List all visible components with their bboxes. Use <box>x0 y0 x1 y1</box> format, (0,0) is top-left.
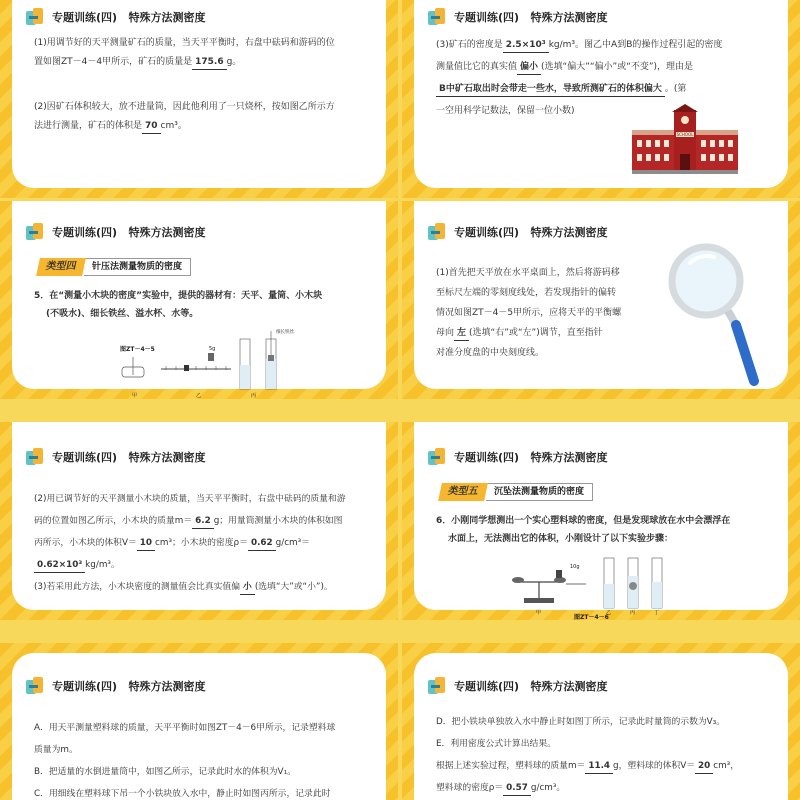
text-line: (1)首先把天平放在水平桌面上，然后将游码移 <box>436 268 620 278</box>
answer-blank: 0.62×10³ <box>34 558 85 573</box>
books-logo-icon <box>428 448 446 466</box>
text-line: 根据上述实验过程，塑料球的质量m＝ 11.4 g，塑料球的体积V＝ 20 cm³， <box>436 755 770 777</box>
answer-blank: 10 <box>137 536 155 551</box>
slide-6[interactable] <box>402 422 800 620</box>
figure-zt-4-6 <box>504 554 684 620</box>
text-line: 5．在“测量小木块的密度”实验中，提供的器材有：天平、量筒、小木块 <box>34 291 323 301</box>
text-line: (3)若采用此方法，小木块密度的测量值会比真实值偏 小 (选填“大”或“小”)。 <box>34 576 368 598</box>
content-card <box>414 201 788 389</box>
text-line: E．利用密度公式计算出结果。 <box>436 739 556 749</box>
answer-blank: 偏小 <box>517 60 541 75</box>
text-line: (1)用调节好的天平测量矿石的质量，当天平平衡时，右盘中砝码和游码的位 <box>34 38 335 48</box>
text-line: 母向 左 (选填“右”或“左”)调节，直至指针 <box>436 323 678 343</box>
answer-blank: 11.4 <box>585 759 613 774</box>
slide-header <box>428 6 608 28</box>
slide-5[interactable] <box>0 422 398 620</box>
magnifier-icon <box>664 239 760 389</box>
slide-header <box>26 675 206 697</box>
weight-label: 10g <box>570 564 580 570</box>
text-line: 水面上，无法测出它的体积，小刚设计了以下实验步骤： <box>448 534 674 544</box>
text-line: 置如图ZT－4－4甲所示，矿石的质量是 175.6 g。 <box>34 53 368 72</box>
content-card <box>12 422 386 610</box>
slide-header <box>428 675 608 697</box>
text-line: 塑料球的密度ρ＝ 0.57 g/cm³。 <box>436 777 770 799</box>
text-line: D．把小铁块单独放入水中静止时如图丁所示，记录此时量筒的示数为V₃。 <box>436 717 726 727</box>
text-line: 质量为m。 <box>34 745 78 755</box>
answer-blank: 0.57 <box>503 781 531 796</box>
question-text <box>34 34 368 136</box>
header-title: 专题训练(四) 特殊方法测密度 <box>52 226 206 239</box>
label-yi: 乙 <box>196 393 202 399</box>
wire-label: 细长铁丝 <box>276 330 294 335</box>
text-line: (2)用已调节好的天平测量小木块的质量，当天平平衡时，右盘中砝码的质量和游 <box>34 494 346 504</box>
text-line: 对准分度盘的中央刻度线。 <box>436 348 545 358</box>
slide-7[interactable] <box>0 643 398 800</box>
text-line: A．用天平测量塑料球的质量，天平平衡时如图ZT－4－6甲所示，记录塑料球 <box>34 723 336 733</box>
content-card <box>414 0 788 188</box>
books-logo-icon <box>428 8 446 26</box>
books-logo-icon <box>26 8 44 26</box>
question-text <box>436 512 770 548</box>
text-line: B中矿石取出时会带走一些水，导致所测矿石的体积偏大 。(第 <box>436 78 770 100</box>
header-title: 专题训练(四) 特殊方法测密度 <box>454 680 608 693</box>
question-text <box>34 488 368 598</box>
text-line: (2)因矿石体积较大，放不进量筒，因此他利用了一只烧杯，按如图乙所示方 <box>34 102 335 112</box>
label-ding: 丁 <box>654 610 660 616</box>
question-text <box>34 717 368 800</box>
slide-3[interactable] <box>0 201 398 399</box>
text-line: B．把适量的水倒进量筒中，如图乙所示，记录此时水的体积为V₁。 <box>34 767 296 777</box>
text-line: 法进行测量，矿石的体积是 70 cm³。 <box>34 117 368 136</box>
slide-4[interactable] <box>402 201 800 399</box>
answer-blank: B中矿石取出时会带走一些水，导致所测矿石的体积偏大 <box>436 82 665 97</box>
answer-blank: 0.62 <box>248 536 276 551</box>
slide-header <box>26 6 206 28</box>
text-line: 丙所示，小木块的体积V＝ 10 cm³；小木块的密度ρ＝ 0.62 g/cm³＝ <box>34 532 368 554</box>
books-logo-icon <box>428 677 446 695</box>
books-logo-icon <box>26 677 44 695</box>
header-title: 专题训练(四) 特殊方法测密度 <box>52 680 206 693</box>
label-jia: 甲 <box>132 393 138 399</box>
question-text <box>34 287 368 323</box>
slide-header <box>428 221 608 243</box>
text-line: 0.62×10³ kg/m³。 <box>34 554 368 576</box>
figure-caption: 图ZT－4－6 <box>574 614 609 620</box>
label-yi: 乙 <box>606 610 612 616</box>
answer-blank: 70 <box>142 119 161 134</box>
school-building-illustration <box>632 104 738 174</box>
content-card <box>12 201 386 399</box>
label-bing: 丙 <box>251 393 257 399</box>
header-title: 专题训练(四) 特殊方法测密度 <box>454 451 608 464</box>
type-tag-text: 针压法测量物质的密度 <box>84 258 191 276</box>
text-line: (不吸水)、细长铁丝、溢水杯、水等。 <box>46 309 199 319</box>
question-text <box>436 263 678 363</box>
weight-label: 5g <box>209 346 216 352</box>
building-sign: SCHOOL <box>676 132 694 137</box>
text-line: 测量值比它的真实值 偏小 (选填“偏大”“偏小”或“不变”)，理由是 <box>436 56 770 78</box>
answer-blank: 2.5×10³ <box>503 38 549 53</box>
slide-header <box>428 446 608 468</box>
answer-blank: 20 <box>695 759 713 774</box>
books-logo-icon <box>428 223 446 241</box>
type-tag-label: 类型四 <box>36 258 86 276</box>
text-line: (3)矿石的密度是 2.5×10³ kg/m³。图乙中A到B的操作过程引起的密度 <box>436 34 770 56</box>
label-bing: 丙 <box>630 610 636 616</box>
content-card <box>12 0 386 188</box>
header-title: 专题训练(四) 特殊方法测密度 <box>52 11 206 24</box>
label-jia: 甲 <box>536 610 542 616</box>
slide-header <box>26 446 206 468</box>
header-title: 专题训练(四) 特殊方法测密度 <box>52 451 206 464</box>
question-text <box>436 711 770 799</box>
type-tag <box>38 257 191 277</box>
text-line: 至标尺左端的零刻度线处，若发现指针的偏转 <box>436 288 617 298</box>
text-line: 情况如图ZT－4－5甲所示，应将天平的平衡螺 <box>436 308 622 318</box>
answer-blank: 6.2 <box>192 514 214 529</box>
type-tag-label: 类型五 <box>438 483 488 501</box>
slide-1[interactable] <box>0 0 398 198</box>
content-card <box>414 653 788 800</box>
text-line: 6．小刚同学想测出一个实心塑料球的密度，但是发现球放在水中会漂浮在 <box>436 516 731 526</box>
header-title: 专题训练(四) 特殊方法测密度 <box>454 11 608 24</box>
figure-zt-4-5 <box>116 329 296 399</box>
slide-8[interactable] <box>402 643 800 800</box>
answer-blank: 左 <box>454 326 469 341</box>
content-card <box>414 422 788 620</box>
books-logo-icon <box>26 448 44 466</box>
text-line: C．用细线在塑料球下吊一个小铁块放入水中，静止时如图丙所示，记录此时 <box>34 789 331 799</box>
text-line: 一空用科学记数法，保留一位小数) <box>436 106 575 116</box>
text-line: 码的位置如图乙所示，小木块的质量m＝ 6.2 g；用量筒测量小木块的体积如图 <box>34 510 368 532</box>
content-card <box>12 653 386 800</box>
figure-caption: 图ZT－4－5 <box>120 346 155 353</box>
slide-header <box>26 221 206 243</box>
books-logo-icon <box>26 223 44 241</box>
answer-blank: 175.6 <box>192 55 226 70</box>
type-tag <box>440 482 593 502</box>
answer-blank: 小 <box>240 580 255 595</box>
type-tag-text: 沉坠法测量物质的密度 <box>486 483 593 501</box>
slide-2[interactable] <box>402 0 800 198</box>
header-title: 专题训练(四) 特殊方法测密度 <box>454 226 608 239</box>
